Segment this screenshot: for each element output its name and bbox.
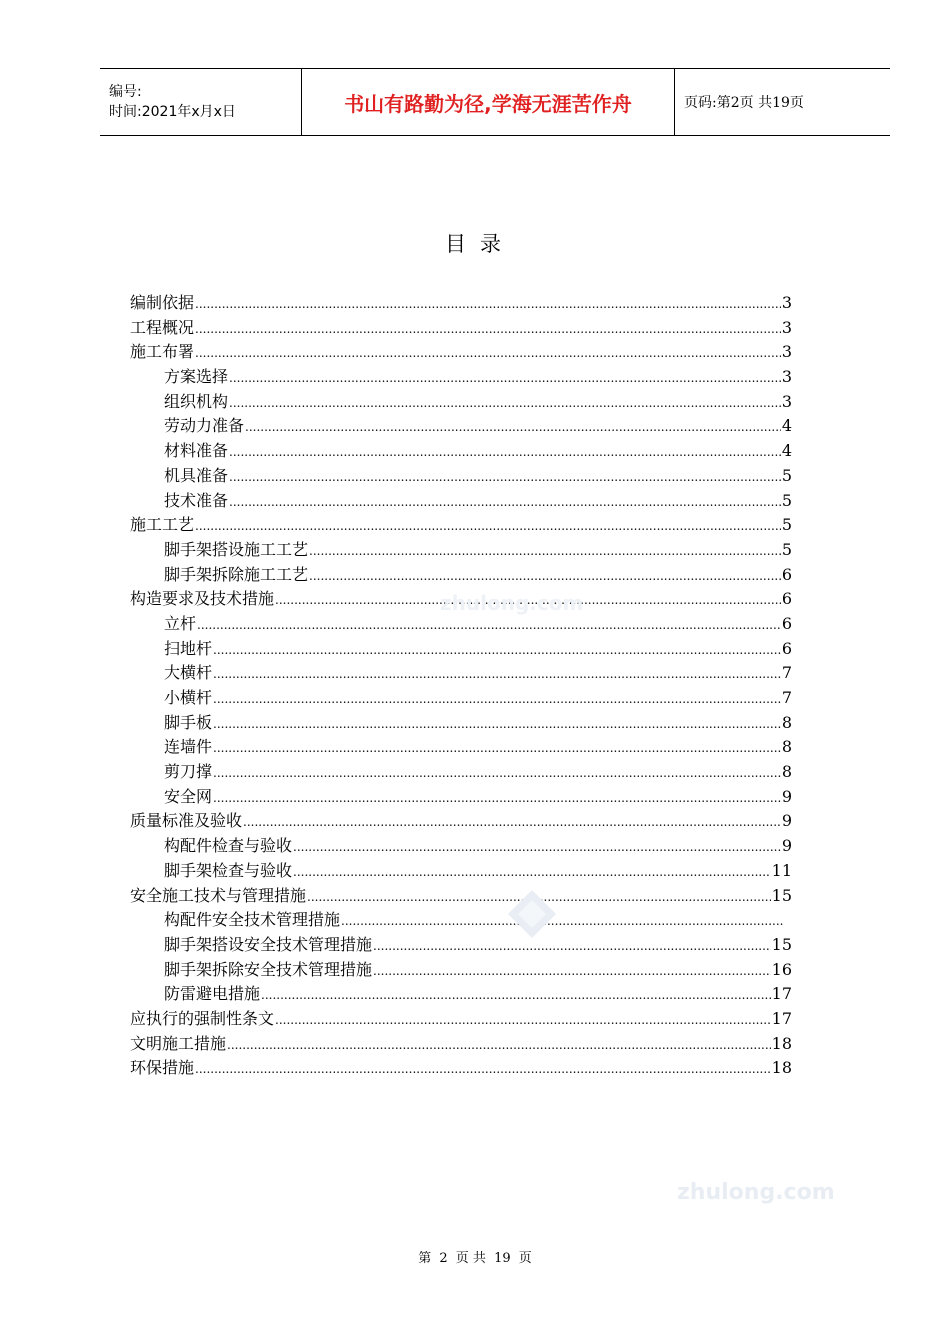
toc-entry[interactable]	[130, 340, 792, 365]
toc-entry[interactable]	[130, 390, 792, 415]
toc-entry-page: 6	[781, 564, 792, 584]
serial-label: 编号:	[109, 84, 142, 100]
motto-text: 书山有路勤为径,学海无涯苦作舟	[344, 91, 632, 116]
toc-leader-dots	[195, 1057, 771, 1082]
toc-entry[interactable]	[130, 982, 792, 1007]
toc-leader-dots	[243, 810, 781, 835]
toc-entry-page: 4	[781, 441, 792, 461]
toc-entry-page: 9	[781, 786, 792, 806]
toc-entry[interactable]	[130, 908, 792, 933]
toc-entry[interactable]	[130, 414, 792, 439]
toc-entry[interactable]	[130, 884, 792, 909]
toc-entry-label: 构造要求及技术措施	[130, 589, 275, 609]
toc-entry[interactable]	[130, 686, 792, 711]
toc-entry-label: 安全网	[164, 786, 213, 806]
toc-entry-label: 脚手架搭设施工工艺	[164, 539, 309, 559]
toc-leader-dots	[229, 391, 781, 416]
toc-entry-label: 劳动力准备	[164, 416, 245, 436]
table-of-contents	[130, 291, 792, 1081]
toc-entry-page: 15	[771, 934, 792, 954]
toc-entry[interactable]	[130, 958, 792, 983]
toc-entry[interactable]	[130, 316, 792, 341]
toc-entry[interactable]	[130, 439, 792, 464]
toc-entry-page: 3	[781, 317, 792, 337]
toc-leader-dots	[213, 736, 781, 761]
toc-entry-label: 环保措施	[130, 1058, 195, 1078]
toc-leader-dots	[229, 490, 781, 515]
toc-leader-dots	[275, 1008, 771, 1033]
toc-entry-page: 3	[781, 367, 792, 387]
toc-entry-page: 9	[781, 811, 792, 831]
toc-leader-dots	[213, 687, 781, 712]
toc-entry[interactable]	[130, 760, 792, 785]
toc-entry[interactable]	[130, 513, 792, 538]
toc-leader-dots	[197, 613, 781, 638]
toc-entry-label: 机具准备	[164, 465, 229, 485]
watermark-logo-icon	[506, 888, 558, 940]
page-title: 目录	[445, 232, 515, 256]
page-info-text: 页码:第2页 共19页	[684, 95, 804, 111]
toc-entry-label: 技术准备	[164, 490, 229, 510]
page-footer	[0, 1247, 950, 1266]
toc-entry-label: 大横杆	[164, 663, 213, 683]
toc-entry-label: 脚手架搭设安全技术管理措施	[164, 934, 373, 954]
toc-entry[interactable]	[130, 1032, 792, 1057]
toc-leader-dots	[195, 317, 781, 342]
toc-entry-page: 6	[781, 589, 792, 609]
toc-entry-page: 8	[781, 762, 792, 782]
footer-mid: 页 共	[455, 1251, 486, 1266]
toc-entry-page: 16	[771, 959, 792, 979]
toc-entry-label: 小横杆	[164, 688, 213, 707]
toc-entry[interactable]	[130, 612, 792, 637]
toc-entry-page: 17	[771, 1008, 792, 1028]
toc-entry[interactable]	[130, 563, 792, 588]
toc-entry-page: 7	[781, 688, 792, 707]
toc-entry-page: 5	[781, 490, 792, 510]
toc-entry[interactable]	[130, 661, 792, 686]
toc-entry-label: 施工工艺	[130, 515, 195, 535]
toc-leader-dots	[293, 835, 781, 860]
header-motto	[302, 69, 675, 135]
toc-entry-label: 施工布署	[130, 342, 195, 362]
toc-leader-dots	[213, 761, 781, 786]
toc-leader-dots	[229, 465, 781, 490]
toc-leader-dots	[213, 786, 781, 811]
toc-entry[interactable]	[130, 291, 792, 316]
toc-leader-dots	[195, 292, 781, 317]
toc-entry-label: 质量标准及验收	[130, 811, 243, 831]
toc-entry-label: 脚手架拆除施工工艺	[164, 564, 309, 584]
toc-leader-dots	[213, 712, 781, 737]
toc-leader-dots	[309, 564, 781, 589]
header-page-info	[675, 69, 890, 135]
toc-entry-page: 11	[771, 860, 792, 880]
toc-entry-page: 4	[781, 416, 792, 436]
toc-entry-page: 7	[781, 663, 792, 683]
toc-entry[interactable]	[130, 637, 792, 662]
toc-leader-dots	[293, 860, 771, 885]
toc-entry-page: 8	[781, 737, 792, 757]
toc-entry-page: 8	[781, 712, 792, 732]
toc-leader-dots	[229, 366, 781, 391]
toc-entry-label: 脚手架拆除安全技术管理措施	[164, 959, 373, 979]
toc-entry-label: 防雷避电措施	[164, 984, 261, 1004]
toc-entry-label: 构配件检查与验收	[164, 836, 293, 856]
toc-leader-dots	[341, 909, 783, 934]
toc-entry-label: 安全施工技术与管理措施	[130, 885, 307, 905]
toc-entry-label: 立杆	[164, 613, 197, 633]
toc-leader-dots	[229, 440, 781, 465]
time-label: 时间:2021年x月x日	[109, 104, 236, 120]
toc-entry-page: 5	[781, 465, 792, 485]
toc-entry-page: 3	[781, 293, 792, 312]
toc-leader-dots	[373, 934, 771, 959]
toc-entry-label: 应执行的强制性条文	[130, 1008, 275, 1028]
toc-leader-dots	[195, 341, 781, 366]
toc-entry[interactable]	[130, 489, 792, 514]
toc-entry[interactable]	[130, 464, 792, 489]
toc-entry-label: 脚手架检查与验收	[164, 860, 293, 880]
footer-current-page: 2	[439, 1251, 448, 1266]
header-meta	[100, 69, 302, 135]
toc-entry-page: 18	[771, 1058, 792, 1078]
toc-entry-label: 材料准备	[164, 441, 229, 461]
footer-suffix: 页	[518, 1251, 532, 1266]
toc-entry-label: 扫地杆	[164, 638, 213, 658]
toc-entry[interactable]	[130, 859, 792, 884]
footer-total-pages: 19	[494, 1251, 511, 1266]
toc-entry[interactable]	[130, 735, 792, 760]
toc-entry-page: 9	[781, 836, 792, 856]
toc-entry-page: 15	[771, 885, 792, 905]
toc-entry[interactable]	[130, 809, 792, 834]
toc-entry-page: 5	[781, 539, 792, 559]
toc-entry[interactable]	[130, 834, 792, 859]
toc-entry-page: 6	[781, 613, 792, 633]
toc-entry[interactable]	[130, 365, 792, 390]
toc-entry-label: 方案选择	[164, 367, 229, 387]
toc-leader-dots	[195, 514, 781, 539]
toc-entry[interactable]	[130, 933, 792, 958]
toc-leader-dots	[245, 415, 781, 440]
toc-leader-dots	[309, 539, 781, 564]
toc-leader-dots	[213, 662, 781, 687]
toc-entry-label: 剪刀撑	[164, 762, 213, 782]
watermark-text: zhulong.com	[440, 591, 584, 615]
toc-entry-label: 连墙件	[164, 737, 213, 757]
toc-entry[interactable]	[130, 711, 792, 736]
toc-leader-dots	[373, 959, 771, 984]
toc-entry-label: 工程概况	[130, 317, 195, 337]
watermark-text-bottom: zhulong.com	[677, 1180, 835, 1205]
page-header	[100, 68, 890, 136]
toc-entry-page: 3	[781, 342, 792, 362]
toc-entry-page: 17	[771, 984, 792, 1004]
toc-entry-label: 构配件安全技术管理措施	[164, 910, 341, 930]
toc-leader-dots	[227, 1033, 771, 1058]
toc-entry[interactable]	[130, 1056, 792, 1081]
toc-leader-dots	[213, 638, 781, 663]
toc-entry[interactable]	[130, 785, 792, 810]
footer-prefix: 第	[418, 1251, 432, 1266]
toc-entry[interactable]	[130, 538, 792, 563]
toc-entry-label: 脚手板	[164, 712, 213, 732]
toc-entry-page: 18	[771, 1033, 792, 1053]
toc-entry-label: 编制依据	[130, 293, 195, 312]
toc-leader-dots	[261, 983, 771, 1008]
toc-entry-page: 3	[781, 391, 792, 411]
toc-entry-label: 文明施工措施	[130, 1033, 227, 1053]
toc-entry-page: 6	[781, 638, 792, 658]
toc-entry-label: 组织机构	[164, 391, 229, 411]
toc-entry[interactable]	[130, 1007, 792, 1032]
toc-entry-page: 5	[781, 515, 792, 535]
